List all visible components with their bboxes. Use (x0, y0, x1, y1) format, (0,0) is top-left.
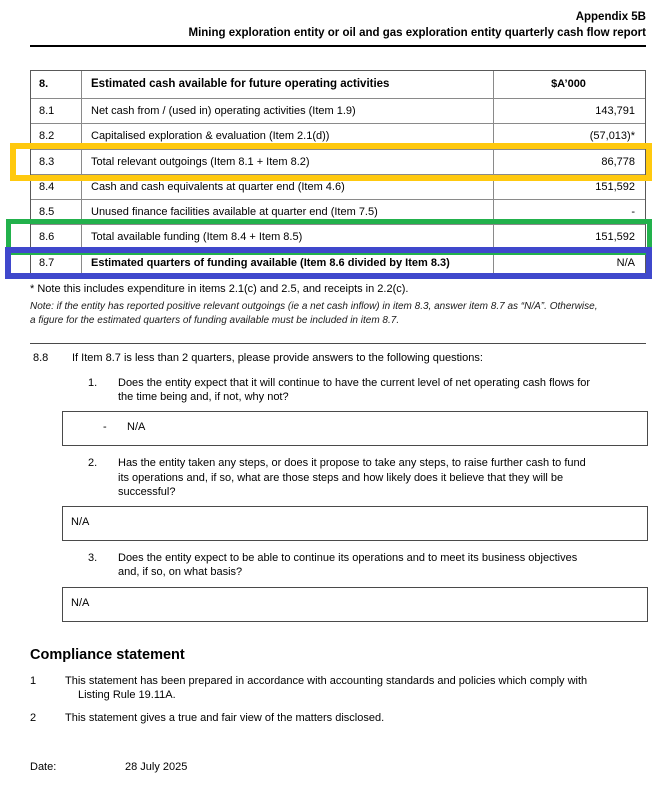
question-text: Has the entity taken any steps, or does it propose to take any steps, to raise further cash to fund its operations and, if so, what are those steps and how likely does it believe that they will be successful? (118, 457, 586, 498)
row-number: 8.2 (39, 130, 55, 143)
compliance-heading: Compliance statement (30, 646, 185, 663)
compliance-item-2 (30, 711, 646, 725)
question-3 (30, 551, 646, 580)
header-rule (30, 45, 646, 47)
row-number: 8.4 (39, 180, 55, 193)
row-value: (57,013)* (493, 124, 645, 148)
section-number: 8.8 (33, 352, 49, 365)
row-label: Capitalised exploration & evaluation (Item 2.1(d)) (81, 124, 493, 148)
compliance-item-number: 1 (30, 674, 37, 687)
table-header-row (31, 71, 645, 98)
answer-text: N/A (127, 421, 146, 434)
question-text: Does the entity expect that it will continue to have the current level of net operating cash flows for the time being and, if not, why not? (118, 376, 591, 403)
compliance-item-text: This statement has been prepared in accordance with accounting standards and policies which comply with Listing Rule 19.11A. (65, 674, 588, 701)
row-value: 151,592 (493, 225, 645, 249)
compliance-item-number: 2 (30, 712, 37, 725)
date-label: Date: (30, 760, 57, 773)
row-number: 8.5 (39, 206, 55, 219)
header-label: Estimated cash available for future operating activities (81, 71, 493, 98)
row-value: 151,592 (493, 175, 645, 199)
question-text: Does the entity expect to be able to continue its operations and to meet its business objectives and, if so, on what basis? (118, 552, 578, 579)
question-number: 3. (88, 552, 98, 565)
row-value: N/A (493, 251, 645, 275)
question-number: 1. (88, 376, 98, 389)
row-label: Net cash from / (used in) operating activities (Item 1.9) (81, 99, 493, 123)
row-label: Unused finance facilities available at quarter end (Item 7.5) (81, 200, 493, 224)
row-number: 8.6 (39, 231, 55, 244)
section-intro: If Item 8.7 is less than 2 quarters, please provide answers to the following questions: (72, 352, 483, 365)
section-8-8 (30, 351, 646, 621)
appendix-label: Appendix 5B (575, 11, 646, 23)
row-value: 143,791 (493, 99, 645, 123)
answer-box-3[interactable] (62, 587, 648, 622)
compliance-item-1 (30, 674, 646, 703)
document-header (30, 6, 646, 42)
row-label: Estimated quarters of funding available (Item 8.6 divided by Item 8.3) (81, 251, 493, 275)
table-row (31, 98, 645, 123)
answer-text: N/A (71, 516, 90, 529)
row-label: Total relevant outgoings (Item 8.1 + Item 8.2) (81, 150, 493, 174)
row-label: Cash and cash equivalents at quarter end (Item 4.6) (81, 175, 493, 199)
header-item-number: 8. (39, 78, 49, 90)
answer-box-1[interactable] (62, 411, 648, 446)
row-value: 86,778 (493, 150, 645, 174)
table-row (31, 123, 645, 148)
compliance-item-text: This statement gives a true and fair view of the matters disclosed. (65, 712, 385, 725)
answer-box-2[interactable] (62, 506, 648, 541)
guidance-note: Note: if the entity has reported positive relevant outgoings (ie a net cash inflow) in item 8.3, answer item 8.7 as “N/A”. Otherwise, a figure for the estimated quarters of funding available must be included in item 8.7. (30, 301, 598, 326)
question-1 (30, 376, 646, 405)
question-number: 2. (88, 457, 98, 470)
answer-bullet: - (103, 421, 107, 434)
row-number: 8.3 (39, 155, 55, 168)
header-unit: $A’000 (493, 71, 645, 98)
table-row-total-outgoings (31, 149, 645, 174)
row-label: Total available funding (Item 8.4 + Item 8.5) (81, 225, 493, 249)
date-row (30, 760, 646, 774)
row-number: 8.1 (39, 104, 55, 117)
answer-text: N/A (71, 596, 90, 609)
section-divider (30, 343, 646, 344)
row-value: - (493, 200, 645, 224)
date-value: 28 July 2025 (125, 760, 188, 773)
row-number: 8.7 (39, 256, 55, 269)
table-row (31, 199, 645, 224)
table-row-total-funding (31, 224, 645, 249)
table-row-estimated-quarters (31, 250, 645, 275)
cash-flow-table (30, 70, 646, 276)
asterisk-note: * Note this includes expenditure in items 2.1(c) and 2.5, and receipts in 2.2(c). (30, 283, 409, 296)
document-title: Mining exploration entity or oil and gas exploration entity quarterly cash flow report (188, 27, 646, 39)
table-row (31, 174, 645, 199)
question-2 (30, 456, 646, 499)
